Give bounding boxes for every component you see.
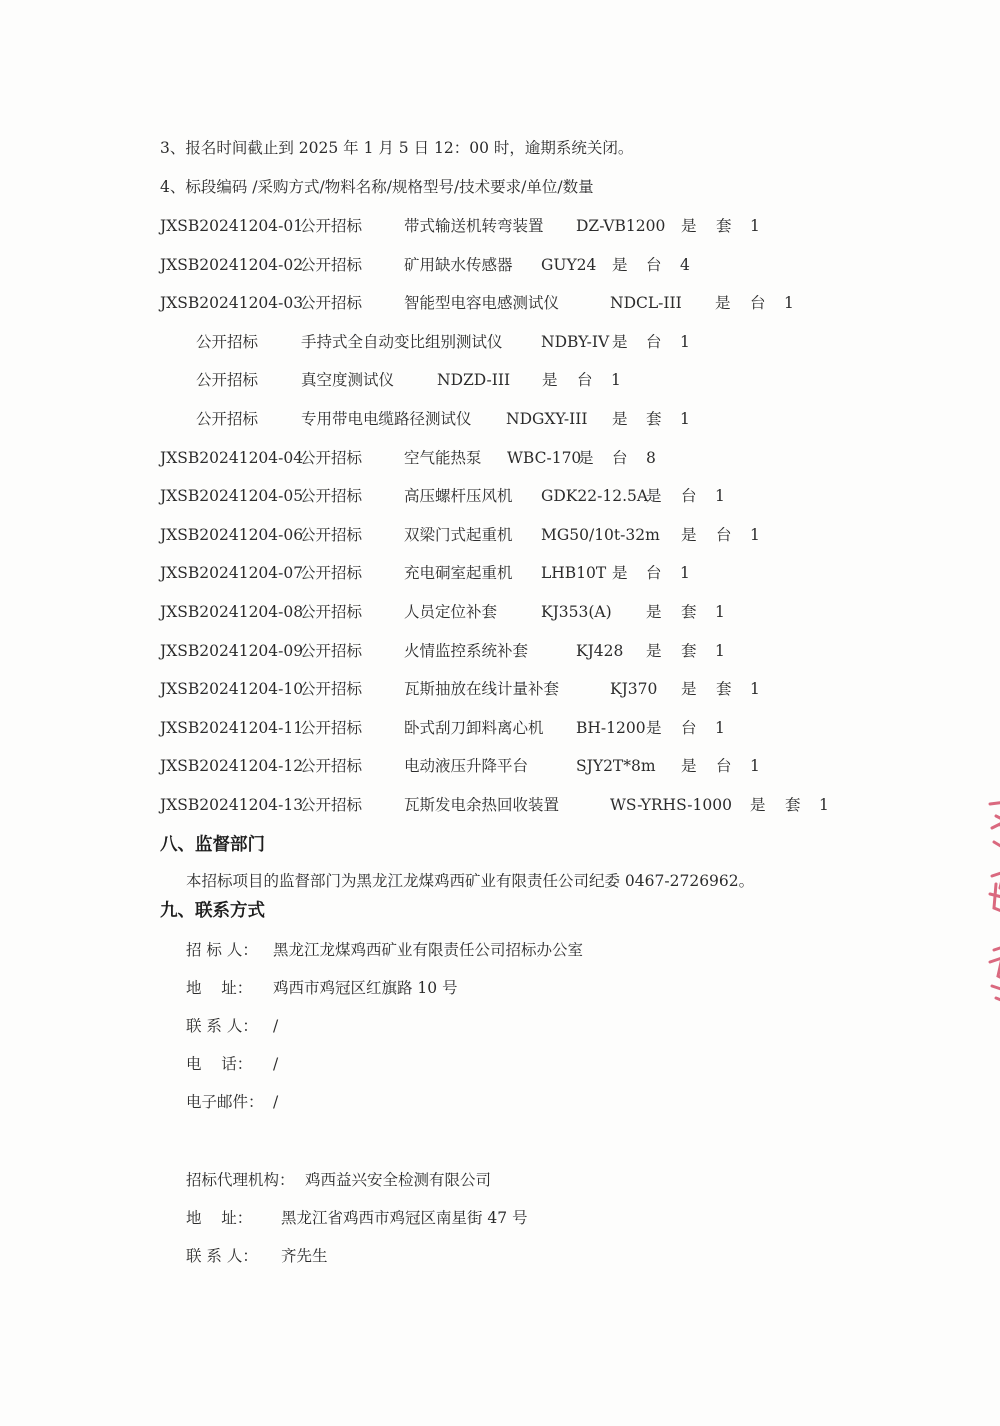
lot-unit: 套 (681, 603, 697, 621)
lot-method: 公开招标 (300, 680, 363, 699)
lot-name: 真空度测试仪 (301, 371, 395, 390)
lot-model: NDBY-IV (541, 332, 610, 351)
lot-quantity: 1 (750, 525, 760, 544)
lot-tech-requirement: 是 (646, 641, 662, 660)
lot-model: KJ353(A) (541, 603, 612, 621)
lot-tech-requirement: 是 (681, 525, 697, 544)
lot-row (0, 679, 1000, 701)
lot-model: KJ370 (610, 680, 658, 699)
lot-code: JXSB20241204-04 (160, 448, 304, 467)
agency-person-value: 齐先生 (281, 1247, 328, 1265)
lot-name: 瓦斯抽放在线计量补套 (404, 680, 560, 699)
lot-code: JXSB20241204-07 (160, 564, 304, 583)
lot-name: 卧式刮刀卸料离心机 (404, 718, 544, 737)
lot-code: JXSB20241204-03 (160, 294, 304, 313)
lot-code: JXSB20241204-11 (160, 718, 304, 737)
tenderer-label: 招 标 人： (186, 941, 258, 959)
lot-name: 人员定位补套 (404, 603, 498, 621)
lot-name: 瓦斯发电余热回收装置 (404, 796, 560, 814)
tenderer-value: 黑龙江龙煤鸡西矿业有限责任公司招标办公室 (273, 941, 584, 959)
lot-quantity: 1 (819, 796, 829, 814)
lot-method: 公开招标 (300, 525, 363, 544)
lot-model: SJY2T*8m (576, 757, 656, 776)
lot-model: BH-1200 (576, 718, 646, 737)
lot-unit: 台 (646, 255, 662, 274)
lot-unit: 套 (646, 410, 662, 428)
lot-model: DZ-VB1200 (576, 217, 666, 235)
lot-method: 公开招标 (300, 487, 363, 506)
lot-method: 公开招标 (196, 332, 259, 351)
lot-tech-requirement: 是 (578, 448, 594, 467)
lot-tech-requirement: 是 (715, 294, 731, 313)
agency-address-label: 地 址： (186, 1209, 253, 1227)
lot-model: WS-YRHS-1000 (610, 796, 732, 814)
lot-method: 公开招标 (196, 371, 259, 390)
lot-model: GDK22-12.5A (541, 487, 649, 506)
lot-row (0, 641, 1000, 663)
email-label: 电子邮件： (186, 1093, 264, 1111)
lot-model: NDZD-III (437, 371, 511, 390)
lot-model: WBC-170 (507, 448, 582, 467)
agency-value: 鸡西益兴安全检测有限公司 (305, 1171, 492, 1189)
lot-unit: 套 (681, 641, 697, 660)
lot-quantity: 1 (750, 680, 760, 699)
lot-row (0, 293, 1000, 315)
lot-row (0, 370, 1000, 392)
lot-tech-requirement: 是 (612, 564, 628, 583)
lot-quantity: 1 (611, 371, 621, 390)
lot-unit: 台 (646, 564, 662, 583)
lot-tech-requirement: 是 (681, 680, 697, 699)
lot-row (0, 718, 1000, 740)
address-label: 地 址： (186, 979, 253, 997)
lot-row (0, 216, 1000, 238)
lot-row (0, 563, 1000, 585)
lot-unit: 套 (716, 680, 732, 699)
lot-tech-requirement: 是 (612, 410, 628, 428)
lot-code: JXSB20241204-06 (160, 525, 304, 544)
lot-model: GUY24 (541, 255, 597, 274)
lot-name: 智能型电容电感测试仪 (404, 294, 560, 313)
lot-row (0, 602, 1000, 624)
lot-method: 公开招标 (300, 603, 363, 621)
lot-quantity: 1 (680, 332, 690, 351)
lot-unit: 套 (716, 217, 732, 235)
lot-name: 带式输送机转弯装置 (404, 217, 544, 235)
lot-name: 空气能热泵 (404, 448, 482, 467)
lot-method: 公开招标 (300, 718, 363, 737)
lot-method: 公开招标 (300, 217, 363, 235)
lot-method: 公开招标 (300, 294, 363, 313)
lot-code: JXSB20241204-13 (160, 796, 304, 814)
lot-method: 公开招标 (300, 255, 363, 274)
lot-method: 公开招标 (300, 564, 363, 583)
lot-quantity: 1 (680, 564, 690, 583)
lot-name: 电动液压升降平台 (404, 757, 529, 776)
email-value: / (273, 1093, 279, 1111)
lot-model: MG50/10t-32m (541, 525, 660, 544)
lot-row (0, 486, 1000, 508)
lot-quantity: 4 (680, 255, 690, 274)
lot-code: JXSB20241204-10 (160, 680, 304, 699)
lot-unit: 台 (716, 525, 732, 544)
lot-unit: 台 (716, 757, 732, 776)
lot-unit: 台 (612, 448, 628, 467)
deadline-line: 3、报名时间截止到 2025 年 1 月 5 日 12：00 时，逾期系统关闭。 (160, 139, 634, 157)
lot-code: JXSB20241204-01 (160, 217, 304, 235)
lot-name: 充电硐室起重机 (404, 564, 513, 583)
lot-tech-requirement: 是 (612, 332, 628, 351)
lot-name: 火情监控系统补套 (404, 641, 529, 660)
lot-tech-requirement: 是 (750, 796, 766, 814)
lot-code: JXSB20241204-09 (160, 641, 304, 660)
lot-model: KJ428 (576, 641, 624, 660)
official-seal-fragment (978, 790, 1000, 1020)
lot-row (0, 756, 1000, 778)
lot-method: 公开招标 (300, 796, 363, 814)
lot-model: NDGXY-III (506, 410, 588, 428)
lot-unit: 台 (646, 332, 662, 351)
list-header: 4、标段编码 /采购方式/物料名称/规格型号/技术要求/单位/数量 (160, 178, 594, 196)
lot-tech-requirement: 是 (646, 718, 662, 737)
lot-quantity: 1 (784, 294, 794, 313)
lot-unit: 台 (577, 371, 593, 390)
phone-value: / (273, 1055, 279, 1073)
lot-code: JXSB20241204-08 (160, 603, 304, 621)
lot-unit: 台 (681, 718, 697, 737)
lot-row (0, 255, 1000, 277)
contact-person-value: / (273, 1017, 279, 1035)
lot-quantity: 8 (646, 448, 656, 467)
lot-tech-requirement: 是 (646, 603, 662, 621)
agency-person-label: 联 系 人： (186, 1247, 258, 1265)
lot-name: 双梁门式起重机 (404, 525, 513, 544)
lot-quantity: 1 (750, 217, 760, 235)
lot-quantity: 1 (715, 718, 725, 737)
lot-model: NDCL-III (610, 294, 682, 313)
address-value: 鸡西市鸡冠区红旗路 10 号 (273, 979, 458, 997)
lot-row (0, 448, 1000, 470)
lot-tech-requirement: 是 (612, 255, 628, 274)
lot-method: 公开招标 (196, 410, 259, 428)
agency-address-value: 黑龙江省鸡西市鸡冠区南星街 47 号 (281, 1209, 528, 1227)
lot-method: 公开招标 (300, 757, 363, 776)
lot-name: 专用带电电缆路径测试仪 (301, 410, 472, 428)
lot-row (0, 525, 1000, 547)
lot-method: 公开招标 (300, 448, 363, 467)
contact-person-label: 联 系 人： (186, 1017, 258, 1035)
lot-method: 公开招标 (300, 641, 363, 660)
lot-model: LHB10T (541, 564, 607, 583)
supervision-heading: 八、监督部门 (160, 835, 265, 855)
lot-unit: 台 (750, 294, 766, 313)
lot-code: JXSB20241204-05 (160, 487, 304, 506)
lot-quantity: 1 (750, 757, 760, 776)
lot-tech-requirement: 是 (646, 487, 662, 506)
lot-name: 高压螺杆压风机 (404, 487, 513, 506)
lot-row (0, 795, 1000, 817)
lot-row (0, 332, 1000, 354)
lot-quantity: 1 (715, 487, 725, 506)
supervision-text: 本招标项目的监督部门为黑龙江龙煤鸡西矿业有限责任公司纪委 0467-2726962。 (186, 872, 755, 890)
lot-code: JXSB20241204-02 (160, 255, 304, 274)
lot-name: 矿用缺水传感器 (404, 255, 513, 274)
contact-heading: 九、联系方式 (160, 901, 265, 921)
lot-code: JXSB20241204-12 (160, 757, 304, 776)
lot-row (0, 409, 1000, 431)
lot-quantity: 1 (680, 410, 690, 428)
lot-quantity: 1 (715, 641, 725, 660)
lot-quantity: 1 (715, 603, 725, 621)
agency-label: 招标代理机构： (186, 1171, 295, 1189)
lot-name: 手持式全自动变比组别测试仪 (301, 332, 503, 351)
phone-label: 电 话： (186, 1055, 253, 1073)
lot-tech-requirement: 是 (681, 757, 697, 776)
lot-tech-requirement: 是 (681, 217, 697, 235)
lot-unit: 套 (785, 796, 801, 814)
lot-unit: 台 (681, 487, 697, 506)
lot-tech-requirement: 是 (542, 371, 558, 390)
